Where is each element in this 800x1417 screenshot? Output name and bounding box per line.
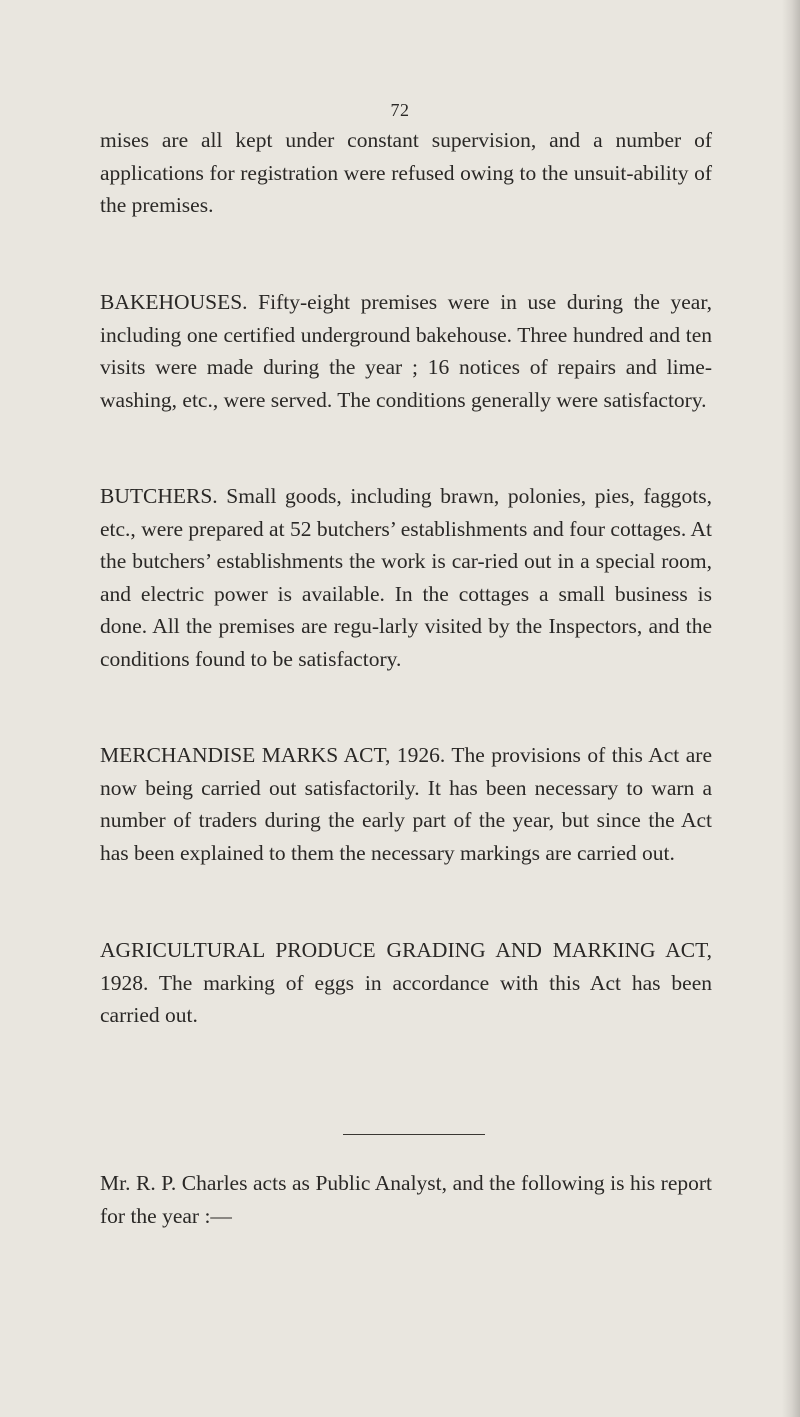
paragraph-butchers: BUTCHERS. Small goods, including brawn, polonies, pies, faggots, etc., were prepared at 52 butchers’ establishments and four cottages. At the butchers’ establishments the work is car-ried out in a special room, and electric power is available. In the cottages a small business is done. All the premises are regu-larly visited by the Inspectors, and the conditions found to be satisfactory. (100, 484, 712, 671)
paragraph-public-analyst: Mr. R. P. Charles acts as Public Analyst, and the following is his report for the year :— (100, 1171, 712, 1228)
paragraph-agricultural-produce-act: AGRICULTURAL PRODUCE GRADING AND MARKING ACT, 1928. The marking of eggs in accordance with this Act has been carried out. (100, 938, 712, 1027)
paragraph-bakehouses: BAKEHOUSES. Fifty-eight premises were in use during the year, including one certified underground bakehouse. Three hundred and ten visits were made during the year ; 16 notices of repairs and lime-washing, etc., were served. The conditions generally were satisfactory. (100, 290, 712, 412)
paragraph-premises-supervision: mises are all kept under constant supervision, and a number of applications for registration were refused owing to the unsuit-ability of the premises. (100, 128, 712, 217)
page-edge-shadow (782, 0, 800, 1417)
paragraph-merchandise-marks-act: MERCHANDISE MARKS ACT, 1926. The provisions of this Act are now being carried out satisfactorily. It has been necessary to warn a number of traders during the early part of the year, but since the Act has been explained to them the necessary markings are carried out. (100, 743, 712, 865)
page-number: 72 (390, 100, 410, 120)
section-divider (343, 1134, 485, 1135)
